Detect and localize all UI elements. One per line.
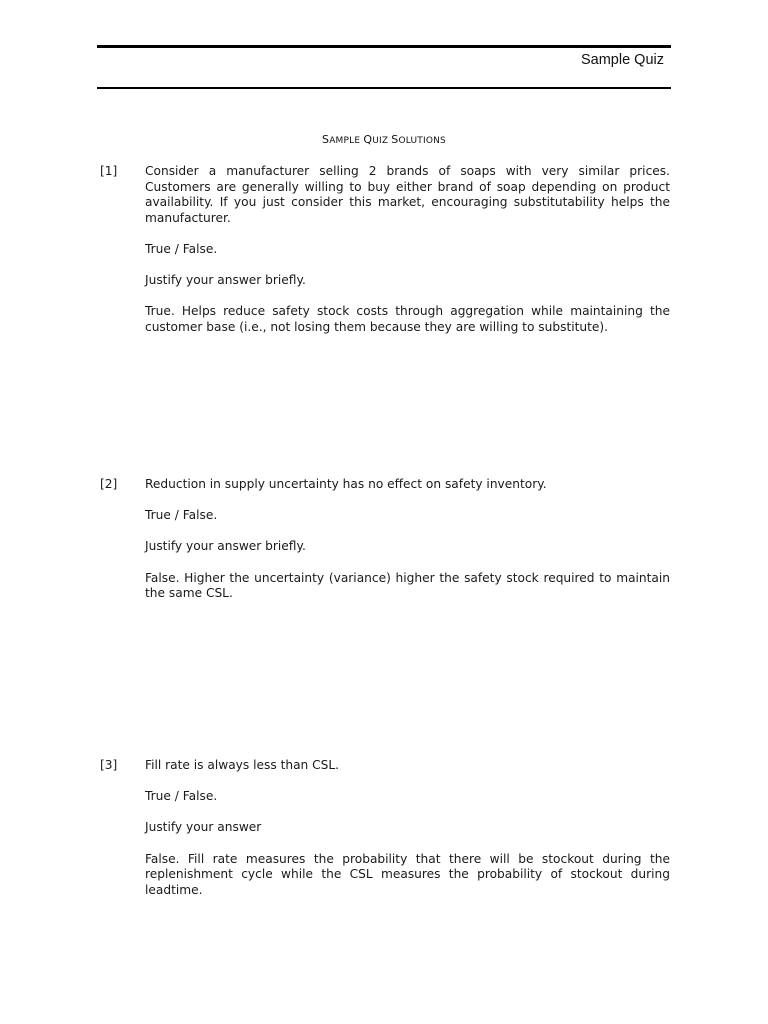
question-prompt: Consider a manufacturer selling 2 brands of soaps with very similar prices. Customers are generally willing to buy either brand of soap depending on product availability. If you just consider this market, encouraging substitutability helps the manufacturer. — [145, 164, 670, 225]
question-answer: True. Helps reduce safety stock costs through aggregation while maintaining the customer base (i.e., not losing them because they are willing to substitute). — [145, 304, 670, 334]
question-instruction: Justify your answer briefly. — [145, 273, 306, 288]
question-number: [1] — [100, 164, 118, 178]
title-initial-s: S — [322, 133, 330, 146]
header-bottom-rule — [97, 87, 671, 89]
question-choice: True / False. — [145, 508, 218, 523]
question-choice: True / False. — [145, 789, 218, 804]
question-prompt: Reduction in supply uncertainty has no effect on safety inventory. — [145, 477, 547, 491]
question-body — [145, 164, 670, 336]
title-initial-s2: S — [391, 133, 399, 146]
header-top-rule — [97, 45, 671, 48]
title-part-uiz: UIZ — [372, 136, 392, 146]
title-part-olutions: OLUTIONS — [398, 136, 446, 146]
question-choice: True / False. — [145, 241, 218, 256]
question-prompt: Fill rate is always less than CSL. — [145, 758, 340, 772]
question-instruction: Justify your answer — [145, 820, 262, 835]
title-part-ample: AMPLE — [329, 136, 364, 146]
document-title — [0, 133, 768, 146]
question-number: [3] — [100, 758, 118, 772]
question-answer: False. Fill rate measures the probability that there will be stockout during the replenishment cycle while the CSL measures the probability of stockout during leadtime. — [145, 851, 670, 897]
question-body — [145, 758, 670, 898]
question-answer: False. Higher the uncertainty (variance) higher the safety stock required to maintain the same CSL. — [145, 570, 670, 601]
running-header-title: Sample Quiz — [580, 52, 664, 68]
question-body — [145, 477, 670, 602]
title-initial-q: Q — [363, 133, 373, 146]
question-instruction: Justify your answer briefly. — [145, 539, 306, 554]
question-number: [2] — [100, 477, 118, 491]
